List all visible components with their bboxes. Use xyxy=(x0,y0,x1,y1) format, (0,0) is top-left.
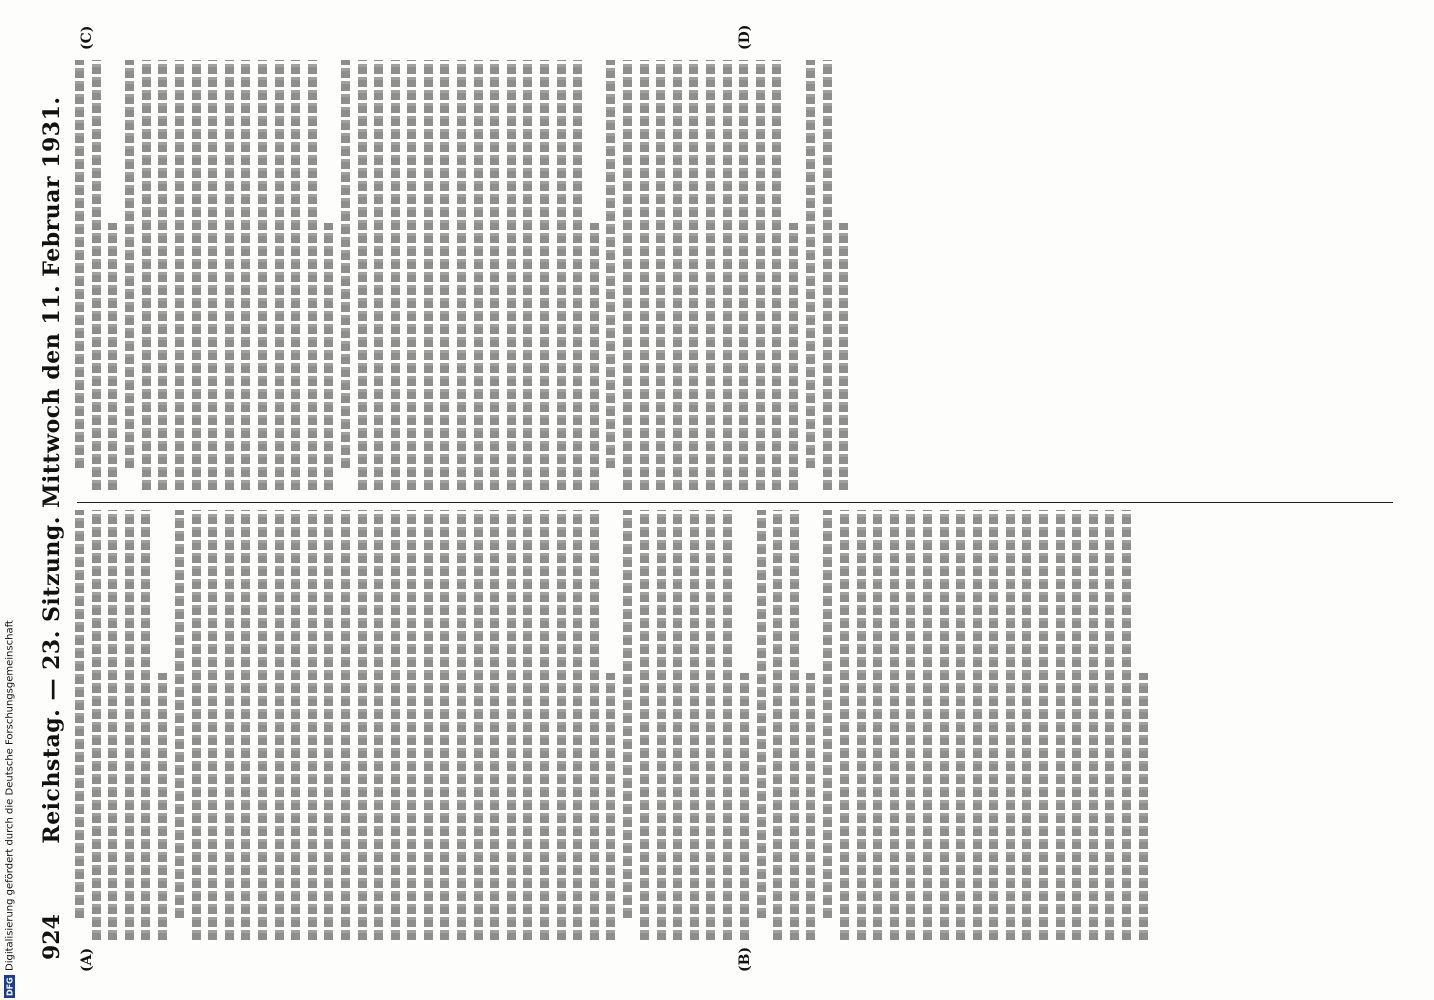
text-line xyxy=(656,60,665,490)
text-block xyxy=(341,60,599,490)
text-line xyxy=(540,60,549,490)
margin-marker-a: (A) xyxy=(79,947,95,972)
margin-marker-d: (D) xyxy=(737,24,753,50)
text-line xyxy=(374,510,383,940)
text-line xyxy=(790,510,799,940)
text-line xyxy=(689,60,698,490)
text-block xyxy=(823,510,1147,940)
text-line xyxy=(923,510,932,940)
text-line xyxy=(690,510,699,940)
left-column xyxy=(75,510,1397,940)
text-line xyxy=(175,510,184,918)
text-line xyxy=(358,60,367,490)
text-line xyxy=(341,510,350,940)
page-header xyxy=(35,40,69,960)
newspaper-page xyxy=(17,0,1417,1000)
text-line xyxy=(474,60,483,490)
text-line xyxy=(640,510,649,940)
text-line xyxy=(557,510,566,940)
text-block xyxy=(75,60,117,490)
text-line xyxy=(740,673,749,940)
text-line xyxy=(523,510,532,940)
text-line xyxy=(823,510,832,918)
text-line xyxy=(275,60,284,490)
text-line xyxy=(739,60,748,490)
text-line xyxy=(606,673,615,940)
text-line xyxy=(956,510,965,940)
text-line xyxy=(457,60,466,490)
text-line xyxy=(241,510,250,940)
text-line xyxy=(1056,510,1065,940)
text-line xyxy=(890,510,899,940)
text-line xyxy=(772,60,781,490)
text-line xyxy=(1022,510,1031,940)
text-line xyxy=(773,510,782,940)
text-line xyxy=(125,510,134,940)
text-line xyxy=(873,510,882,940)
right-column xyxy=(75,60,1397,490)
text-line xyxy=(424,60,433,490)
text-line xyxy=(573,510,582,940)
text-line xyxy=(806,60,815,468)
text-line xyxy=(706,60,715,490)
digitization-footer xyxy=(2,598,18,998)
text-line xyxy=(623,60,632,490)
text-line xyxy=(1122,510,1131,940)
text-line xyxy=(374,60,383,490)
text-line xyxy=(590,223,599,490)
text-line xyxy=(192,60,201,490)
dfg-logo: DFG xyxy=(5,977,15,996)
text-line xyxy=(590,510,599,940)
text-line xyxy=(241,60,250,490)
text-line xyxy=(507,60,516,490)
text-line xyxy=(208,510,217,940)
text-line xyxy=(640,60,649,490)
text-line xyxy=(490,510,499,940)
text-line xyxy=(275,510,284,940)
text-line xyxy=(424,510,433,940)
text-line xyxy=(258,60,267,490)
text-line xyxy=(1039,510,1048,940)
text-line xyxy=(225,510,234,940)
text-line xyxy=(391,60,400,490)
text-line xyxy=(192,510,201,940)
text-line xyxy=(540,510,549,940)
text-line xyxy=(358,510,367,940)
text-line xyxy=(407,510,416,940)
text-line xyxy=(789,223,798,490)
page-title: Reichstag. — 23. Sitzung. Mittwoch den 11. Februar 1931. xyxy=(39,96,65,844)
text-line xyxy=(92,60,101,490)
text-line xyxy=(158,60,167,490)
text-line xyxy=(989,510,998,940)
text-line xyxy=(108,510,117,940)
text-line xyxy=(440,60,449,490)
text-line xyxy=(324,510,333,940)
text-line xyxy=(291,510,300,940)
text-line xyxy=(606,60,615,468)
text-line xyxy=(457,510,466,940)
text-block xyxy=(757,510,816,940)
text-line xyxy=(940,510,949,940)
footer-text: Digitalisierung gefördert durch die Deutsche Forschungsgemeinschaft xyxy=(4,620,16,972)
text-line xyxy=(523,60,532,490)
text-line xyxy=(474,510,483,940)
text-line xyxy=(623,510,632,918)
text-line xyxy=(225,60,234,490)
text-line xyxy=(490,60,499,490)
text-line xyxy=(108,223,117,490)
page-number: 924 xyxy=(39,914,65,960)
text-line xyxy=(673,510,682,940)
text-line xyxy=(507,510,516,940)
text-line xyxy=(823,60,832,490)
text-line xyxy=(407,60,416,490)
text-line xyxy=(1006,510,1015,940)
text-line xyxy=(673,60,682,490)
text-block xyxy=(806,60,848,490)
text-line xyxy=(258,510,267,940)
text-line xyxy=(1072,510,1081,940)
text-line xyxy=(308,60,317,490)
text-line xyxy=(706,510,715,940)
text-line xyxy=(142,60,151,490)
text-line xyxy=(291,60,300,490)
text-line xyxy=(308,510,317,940)
text-line xyxy=(125,60,134,468)
text-line xyxy=(757,510,766,918)
text-line xyxy=(806,673,815,940)
text-line xyxy=(857,510,866,940)
text-line xyxy=(1105,510,1114,940)
text-line xyxy=(657,510,666,940)
text-line xyxy=(723,60,732,490)
text-line xyxy=(557,60,566,490)
margin-marker-b: (B) xyxy=(737,946,753,972)
text-line xyxy=(573,60,582,490)
text-line xyxy=(440,510,449,940)
text-line xyxy=(723,510,732,940)
text-line xyxy=(141,510,150,940)
text-line xyxy=(1089,510,1098,940)
text-line xyxy=(75,510,84,918)
text-line xyxy=(208,60,217,490)
text-block xyxy=(623,510,748,940)
text-line xyxy=(158,673,167,940)
text-line xyxy=(973,510,982,940)
margin-marker-c: (C) xyxy=(79,25,95,50)
text-line xyxy=(341,60,350,468)
text-line xyxy=(324,223,333,490)
text-line xyxy=(75,60,84,468)
text-line xyxy=(175,60,184,490)
text-block xyxy=(125,60,333,490)
text-block xyxy=(75,510,167,940)
text-line xyxy=(906,510,915,940)
text-block xyxy=(175,510,615,940)
text-line xyxy=(92,510,101,940)
text-line xyxy=(839,223,848,490)
text-line xyxy=(1139,673,1148,940)
text-line xyxy=(391,510,400,940)
text-block xyxy=(606,60,798,490)
text-line xyxy=(840,510,849,940)
column-divider xyxy=(77,502,1393,503)
text-line xyxy=(756,60,765,490)
